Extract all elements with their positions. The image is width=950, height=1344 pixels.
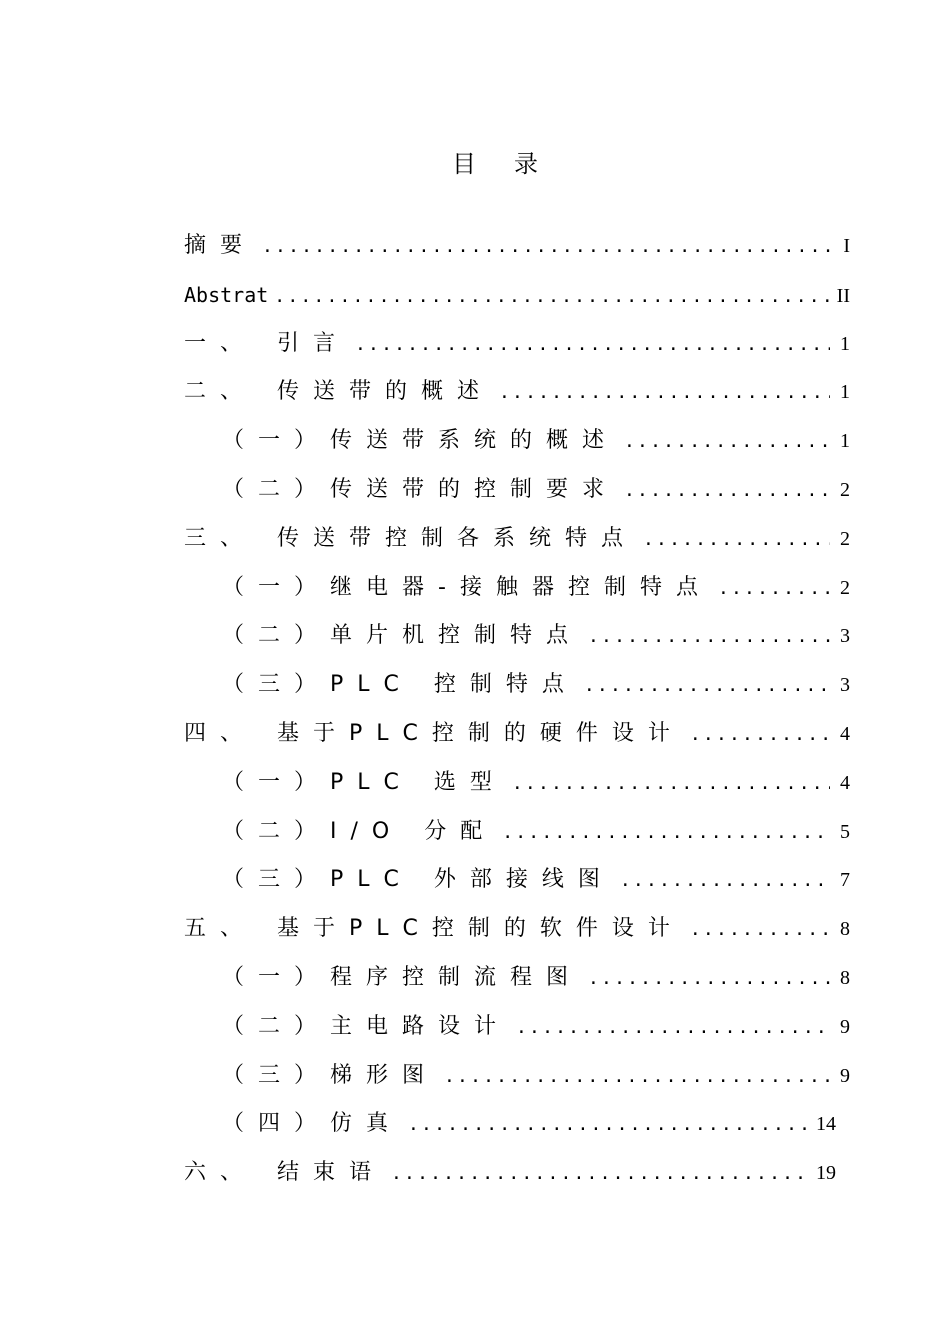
toc-leader-dots <box>502 813 830 853</box>
toc-entry-abstract-cn[interactable] <box>184 226 850 275</box>
toc-leader-dots <box>588 959 830 999</box>
toc-page-number: 8 <box>840 918 850 941</box>
toc-entry-section-2-1[interactable] <box>184 421 850 470</box>
toc-leader-dots <box>588 617 830 657</box>
toc-entry-label: （一）PLC 选型 <box>222 769 506 795</box>
toc-leader-dots <box>512 764 830 804</box>
toc-leader-dots <box>584 666 830 706</box>
toc-entry-section-5-4[interactable] <box>184 1104 850 1153</box>
toc-entry-section-3-1[interactable] <box>184 568 850 617</box>
toc-entry-section-4-1[interactable] <box>184 763 850 812</box>
toc-leader-dots <box>690 715 830 755</box>
toc-entry-section-5-2[interactable] <box>184 1007 850 1056</box>
toc-leader-dots <box>444 1057 830 1097</box>
toc-entry-chapter-6[interactable] <box>184 1153 850 1202</box>
toc-entry-label: （一）程序控制流程图 <box>222 964 583 990</box>
toc-leader-dots <box>516 1008 830 1048</box>
toc-entry-section-3-2[interactable] <box>184 616 850 665</box>
toc-entry-section-3-3[interactable] <box>184 665 850 714</box>
toc-entry-chapter-1[interactable] <box>184 324 850 373</box>
toc-page-number: 8 <box>840 966 850 989</box>
toc-leader-dots <box>643 520 830 560</box>
toc-page-number: 5 <box>840 820 850 843</box>
toc-entry-section-2-2[interactable] <box>184 470 850 519</box>
toc-leader-dots <box>274 277 830 317</box>
toc-entry-label: Abstrat <box>184 282 269 307</box>
toc-entry-chapter-2[interactable] <box>184 372 850 421</box>
toc-entry-label: （三）PLC 外部接线图 <box>222 867 614 893</box>
toc-page-number: 1 <box>840 381 850 404</box>
toc-leader-dots <box>499 373 830 413</box>
toc-entry-section-4-3[interactable] <box>184 860 850 909</box>
toc-page-number: 2 <box>840 478 850 501</box>
page-title: 目录 <box>452 150 576 178</box>
toc-page-number: 9 <box>840 1015 850 1038</box>
toc-leader-dots <box>624 422 830 462</box>
toc-entry-label: （二）I/O 分配 <box>222 818 497 844</box>
toc-entry-chapter-4[interactable] <box>184 714 850 763</box>
toc-page-number: I <box>843 235 850 257</box>
toc-entry-label: （一）继电器-接触器控制特点 <box>222 574 712 600</box>
toc-entry-section-5-3[interactable] <box>184 1056 850 1105</box>
toc-entry-chapter-3[interactable] <box>184 519 850 568</box>
toc-entry-label: （一）传送带系统的概述 <box>222 428 619 454</box>
toc-leader-dots <box>620 861 830 901</box>
toc-page-number: 9 <box>840 1064 850 1087</box>
toc-page-number: 4 <box>840 771 850 794</box>
toc-entry-chapter-5[interactable] <box>184 909 850 958</box>
toc-page-number: 3 <box>840 674 850 697</box>
toc-entry-label: （三）PLC 控制特点 <box>222 672 578 698</box>
toc-entry-label: 摘要 <box>184 233 257 258</box>
toc-page-number: 7 <box>840 869 850 892</box>
toc-page-number: 14 <box>816 1113 836 1136</box>
toc-entry-label: 二、 传送带的概述 <box>184 379 493 405</box>
toc-page-number: 2 <box>840 527 850 550</box>
toc-entry-label: 五、 基于PLC控制的软件设计 <box>184 916 684 942</box>
toc-page-number: 19 <box>816 1162 836 1185</box>
toc-page-number: 4 <box>840 722 850 745</box>
toc-entry-section-4-2[interactable] <box>184 812 850 861</box>
toc-entry-label: （四）仿真 <box>222 1111 403 1137</box>
toc-page-number: 1 <box>840 332 850 355</box>
table-of-contents <box>184 226 850 1202</box>
toc-entry-label: 一、 引言 <box>184 330 349 356</box>
toc-leader-dots <box>391 1154 810 1194</box>
toc-page-number: 2 <box>840 576 850 599</box>
toc-entry-section-5-1[interactable] <box>184 958 850 1007</box>
toc-page-number: II <box>836 284 850 307</box>
toc-page-number: 1 <box>840 430 850 453</box>
toc-entry-label: 四、 基于PLC控制的硬件设计 <box>184 720 684 746</box>
toc-leader-dots <box>262 227 830 267</box>
toc-entry-label: （三）梯形图 <box>222 1062 439 1088</box>
toc-leader-dots <box>624 471 830 511</box>
toc-entry-label: （二）单片机控制特点 <box>222 623 583 649</box>
toc-entry-label: 三、 传送带控制各系统特点 <box>184 525 637 551</box>
toc-entry-label: （二）传送带的控制要求 <box>222 476 619 502</box>
toc-entry-label: （二）主电路设计 <box>222 1013 511 1039</box>
toc-entry-label: 六、 结束语 <box>184 1160 385 1186</box>
toc-leader-dots <box>408 1105 810 1145</box>
toc-leader-dots <box>718 569 830 609</box>
toc-leader-dots <box>355 325 830 365</box>
toc-page-number: 3 <box>840 625 850 648</box>
toc-entry-abstract-en[interactable] <box>184 275 850 324</box>
toc-leader-dots <box>690 910 830 950</box>
